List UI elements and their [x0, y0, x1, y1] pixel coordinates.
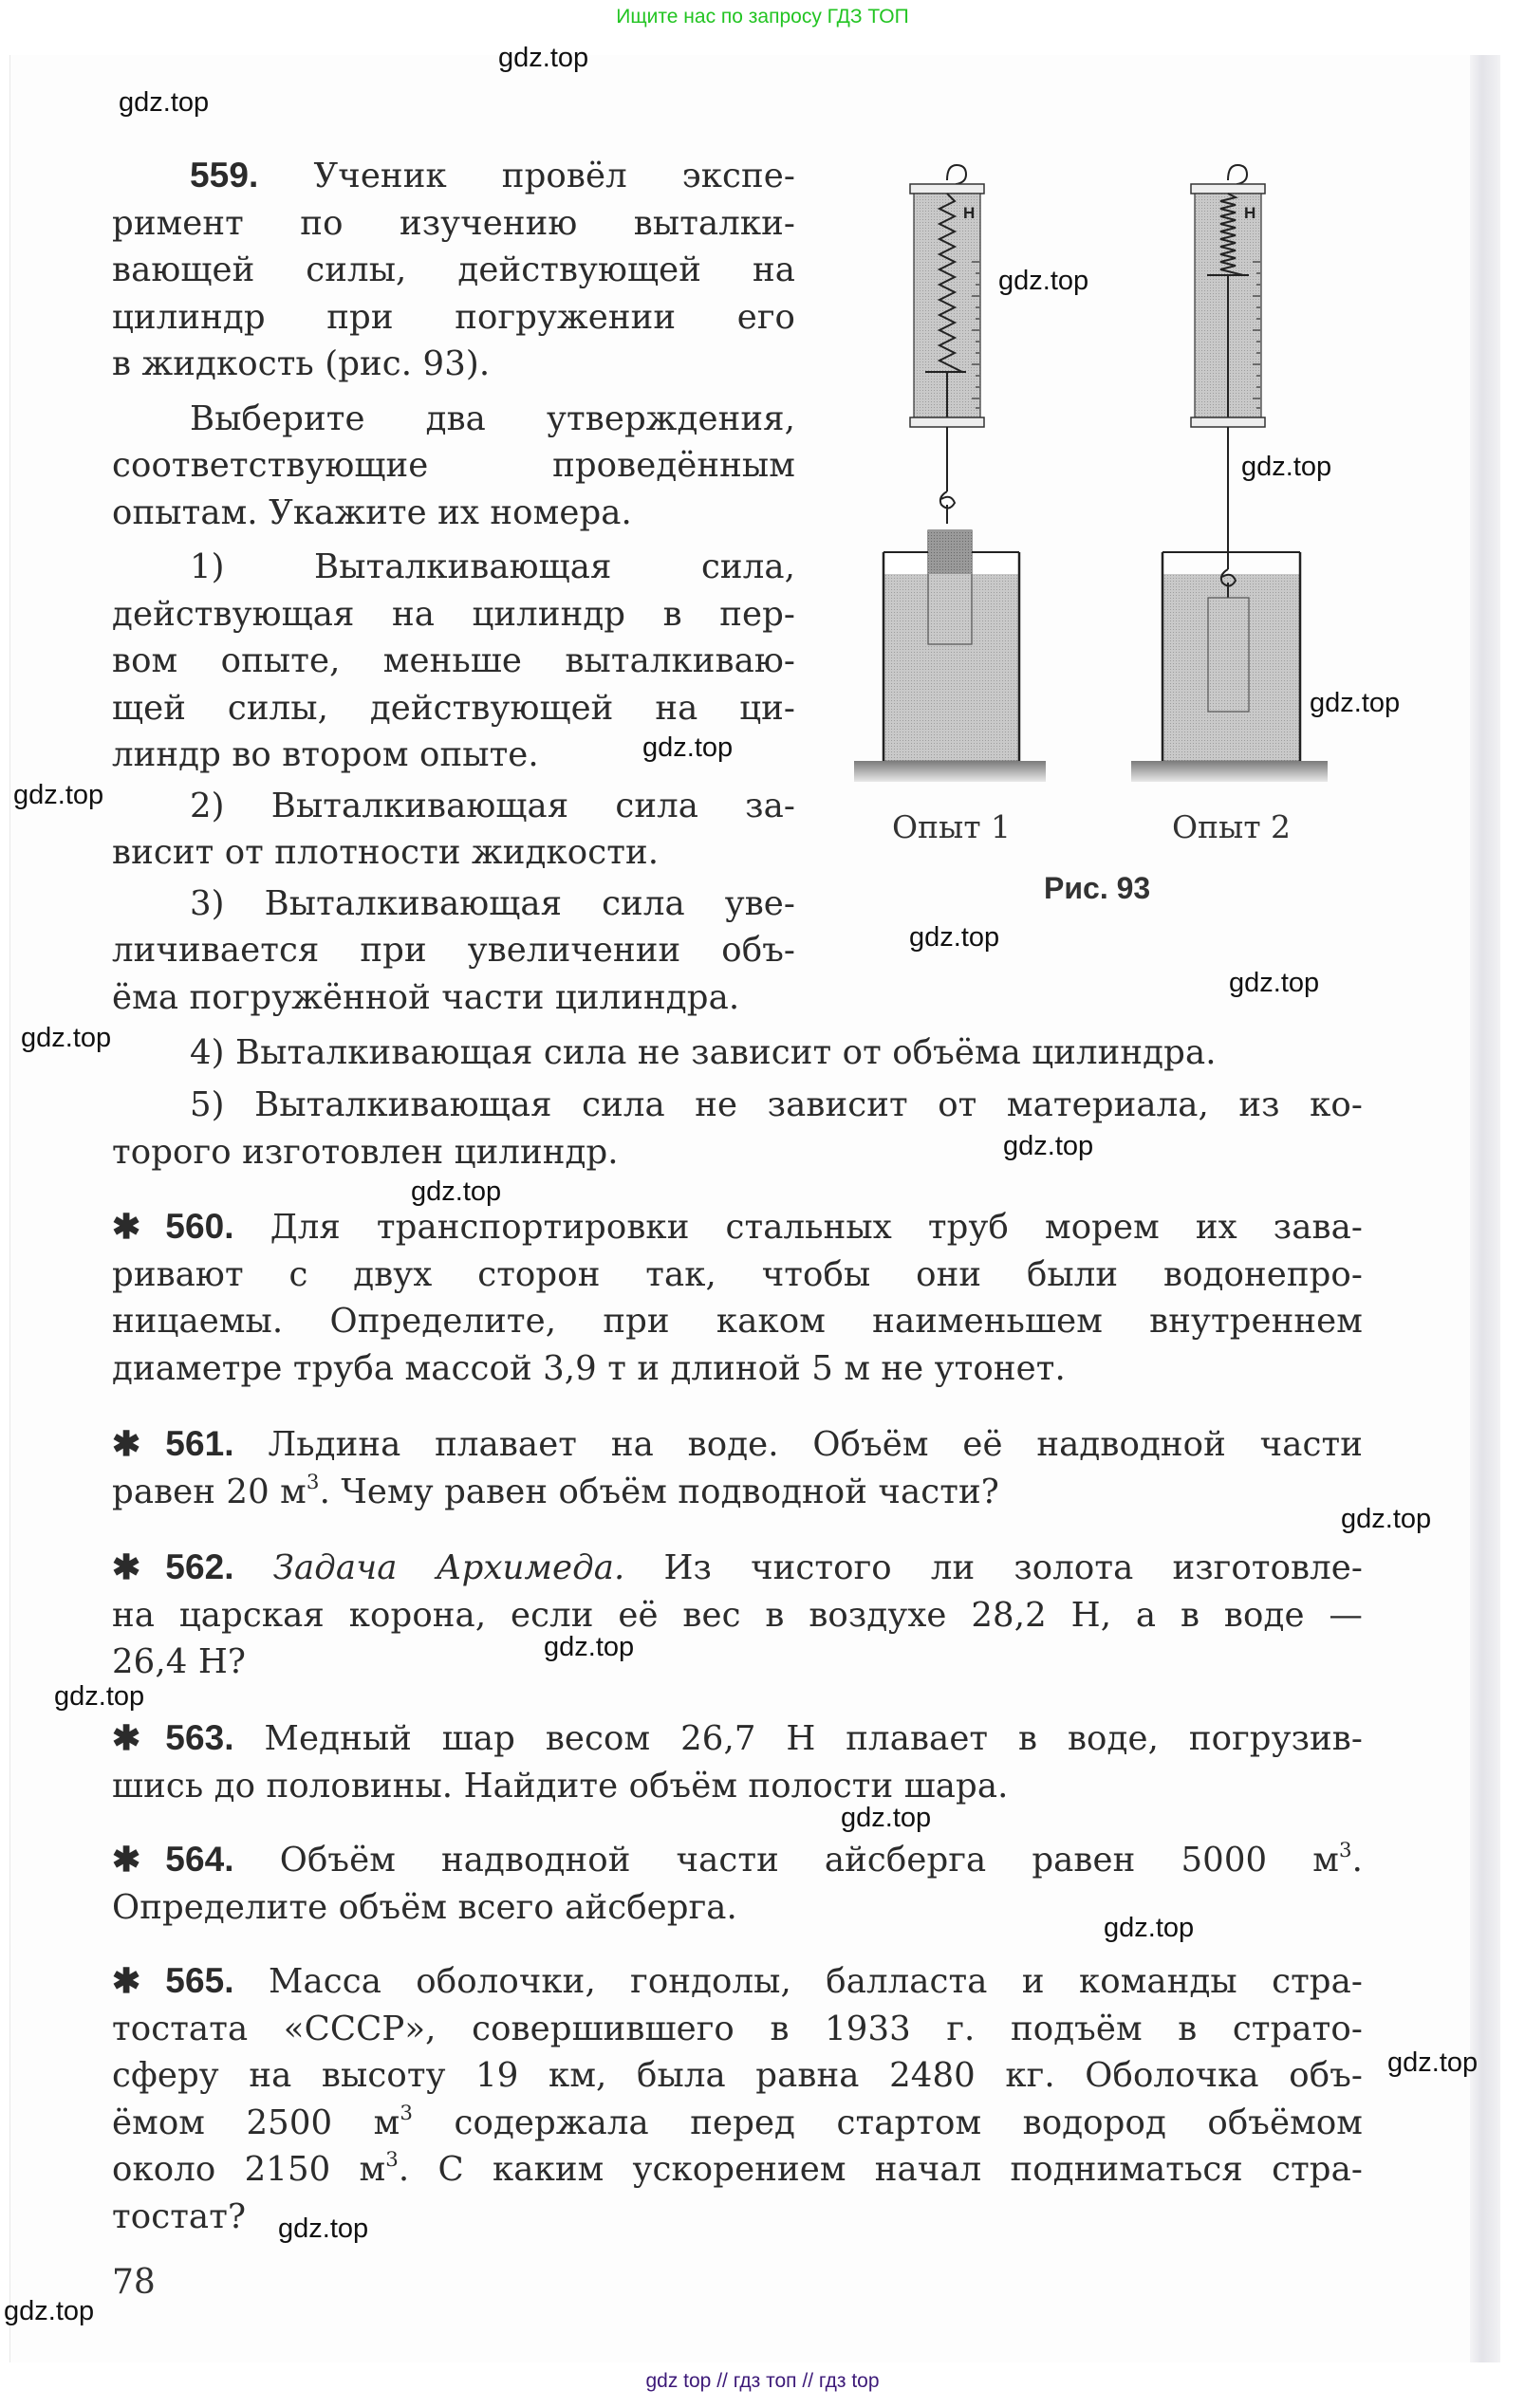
option-3: 3) Выталкивающая сила уве- [190, 883, 795, 923]
option-2: 2) Выталкивающая сила за- [190, 786, 795, 825]
search-banner[interactable]: Ищите нас по запросу ГДЗ ТОП [616, 6, 909, 28]
watermark: gdz.top [1241, 452, 1332, 482]
text-line: в жидкость (рис. 93). [112, 344, 491, 383]
problem-559-line-1: 559. Ученик провёл экспе- [190, 156, 795, 195]
problem-number: 560. [165, 1207, 234, 1246]
vessel-2 [1131, 552, 1328, 782]
problem-number: 563. [165, 1718, 234, 1757]
watermark: gdz.top [1104, 1913, 1195, 1943]
text-line: шись до половины. Найдите объём полости шара. [112, 1766, 1009, 1806]
dynamometer-experiment-diagram [854, 142, 1386, 920]
text-line: сферу на высоту 19 км, была равна 2480 кг. Оболочка объ- [112, 2056, 1363, 2095]
watermark: gdz.top [411, 1176, 502, 1207]
text-line: ривают с двух сторон так, чтобы они были водонепро- [112, 1254, 1363, 1294]
figure-93 [854, 142, 1386, 920]
watermark: gdz.top [498, 43, 589, 73]
text-line: ницаемы. Определите, при каком наименьшем внутреннем [112, 1302, 1363, 1341]
problem-559 [112, 152, 795, 1021]
text-line: на царская корона, если её вес в воздухе 28,2 Н, а в воде — [112, 1595, 1363, 1635]
watermark: gdz.top [21, 1023, 112, 1053]
text-line: тостата «СССР», совершившего в 1933 г. подъём в страто- [112, 2009, 1363, 2048]
text-line: римент по изучению выталки- [112, 203, 795, 243]
figure-caption: Рис. 93 [1044, 871, 1151, 905]
instruction-line: Выберите два утверждения, [190, 398, 795, 438]
watermark: gdz.top [119, 87, 210, 118]
experiment-1-label: Опыт 1 [892, 808, 1012, 845]
text-line: линдр во втором опыте. [112, 735, 539, 774]
dynamometer-2 [1191, 165, 1265, 569]
problem-title: Задача Архимеда. [272, 1548, 625, 1587]
page-number: 78 [112, 2263, 156, 2302]
text-line: 5) Выталкивающая сила не зависит от материала, из ко- [190, 1085, 1363, 1124]
text-line: вающей силы, действующей на [112, 250, 795, 289]
text-line: торого изготовлен цилиндр. [112, 1132, 619, 1172]
dynamometer-1 [910, 165, 984, 524]
watermark: gdz.top [1003, 1131, 1094, 1161]
watermark: gdz.top [841, 1803, 932, 1833]
text-line: щей силы, действующей на ци- [112, 688, 795, 728]
watermark: gdz.top [54, 1681, 145, 1712]
text-line: вом опыте, меньше выталкиваю- [112, 641, 795, 680]
text-line: Определите объём всего айсберга. [112, 1887, 737, 1927]
text-line: диаметре труба массой 3,9 т и длиной 5 м не утонет. [112, 1348, 1066, 1388]
problem-563: ✱ 563. Медный шар весом 26,7 Н плавает в воде, погрузив- шись до половины. Найдите объём полости шара. [112, 1714, 1363, 1809]
text-line: висит от плотности жидкости. [112, 833, 660, 872]
text-line: 26,4 Н? [112, 1642, 247, 1681]
problem-562: ✱ 562. Задача Архимеда. Из чистого ли золота изготовле- на царская корона, если её вес в воздухе 28,2 Н, а в воде — 26,4 Н? [112, 1544, 1363, 1686]
instruction-line: соответствующие проведённым [112, 446, 795, 485]
watermark: gdz.top [1387, 2047, 1479, 2078]
footer-links[interactable]: gdz top // гдз топ // гдз top [0, 2362, 1525, 2408]
vessel-1 [854, 530, 1046, 782]
problem-564: ✱ 564. Объём надводной части айсберга равен 5000 $м^3$. Определите объём всего айсберга. [112, 1836, 1363, 1931]
star-icon: ✱ [112, 1207, 141, 1246]
watermark: gdz.top [544, 1632, 635, 1662]
option-1: 1) Выталкивающая сила, [190, 547, 795, 586]
text-line: личивается при увеличении объ- [112, 931, 795, 970]
instruction-line: опытам. Укажите их номера. [112, 492, 632, 532]
svg-text:Н: Н [963, 204, 976, 222]
problem-number: 564. [165, 1840, 234, 1879]
page-edge-shadow [1470, 55, 1500, 2362]
text-line: действующая на цилиндр в пер- [112, 594, 795, 634]
option-4: 4) Выталкивающая сила не зависит от объёма цилиндра. [190, 1033, 1217, 1072]
problem-number: 565. [165, 1961, 234, 2000]
watermark: gdz.top [1341, 1504, 1432, 1534]
star-icon: ✱ [112, 1961, 141, 2000]
option-5 [112, 1082, 1363, 1176]
watermark: gdz.top [642, 732, 734, 763]
text-line: ёма погружённой части цилиндра. [112, 977, 740, 1017]
problem-561: ✱ 561. Льдина плавает на воде. Объём её надводной части равен 20 $м^3$. Чему равен объём подводной части? [112, 1424, 1364, 1511]
text-line: цилиндр при погружении его [112, 297, 795, 337]
problem-number: 562. [165, 1547, 234, 1586]
watermark: gdz.top [998, 266, 1089, 296]
star-icon: ✱ [112, 1424, 141, 1463]
watermark: gdz.top [1310, 688, 1401, 718]
text-line: тостат? [112, 2196, 247, 2236]
experiment-2-label: Опыт 2 [1172, 808, 1292, 845]
watermark: gdz.top [4, 2296, 95, 2326]
problem-565: ✱ 565. Масса оболочки, гондолы, балласта и команды стра- тостата «СССР», совершившего в 1933 г. подъём в страто- сферу на высоту 19 км, была равна 2480 кг. Оболочка объ- ёмом 2500 $м^3$ содержала перед стартом водород объёмом около 2150 $м^3$. С каким ускорением начал подниматься стра- тостат? [112, 1957, 1363, 2240]
watermark: gdz.top [1229, 968, 1320, 998]
problem-number: 561. [165, 1424, 234, 1463]
star-icon: ✱ [112, 1547, 141, 1586]
watermark: gdz.top [13, 780, 104, 810]
problem-number: 559. [190, 156, 259, 194]
star-icon: ✱ [112, 1840, 141, 1879]
watermark: gdz.top [909, 922, 1000, 953]
star-icon: ✱ [112, 1718, 141, 1757]
watermark: gdz.top [278, 2214, 369, 2244]
problem-560: ✱ 560. Для транспортировки стальных труб морем их зава- ривают с двух сторон так, чтобы они были водонепро- ницаемы. Определите, при каком наименьшем внутреннем диаметре труба массой 3,9 т и длиной 5 м не утонет. [112, 1203, 1363, 1392]
svg-text:Н: Н [1244, 204, 1256, 222]
